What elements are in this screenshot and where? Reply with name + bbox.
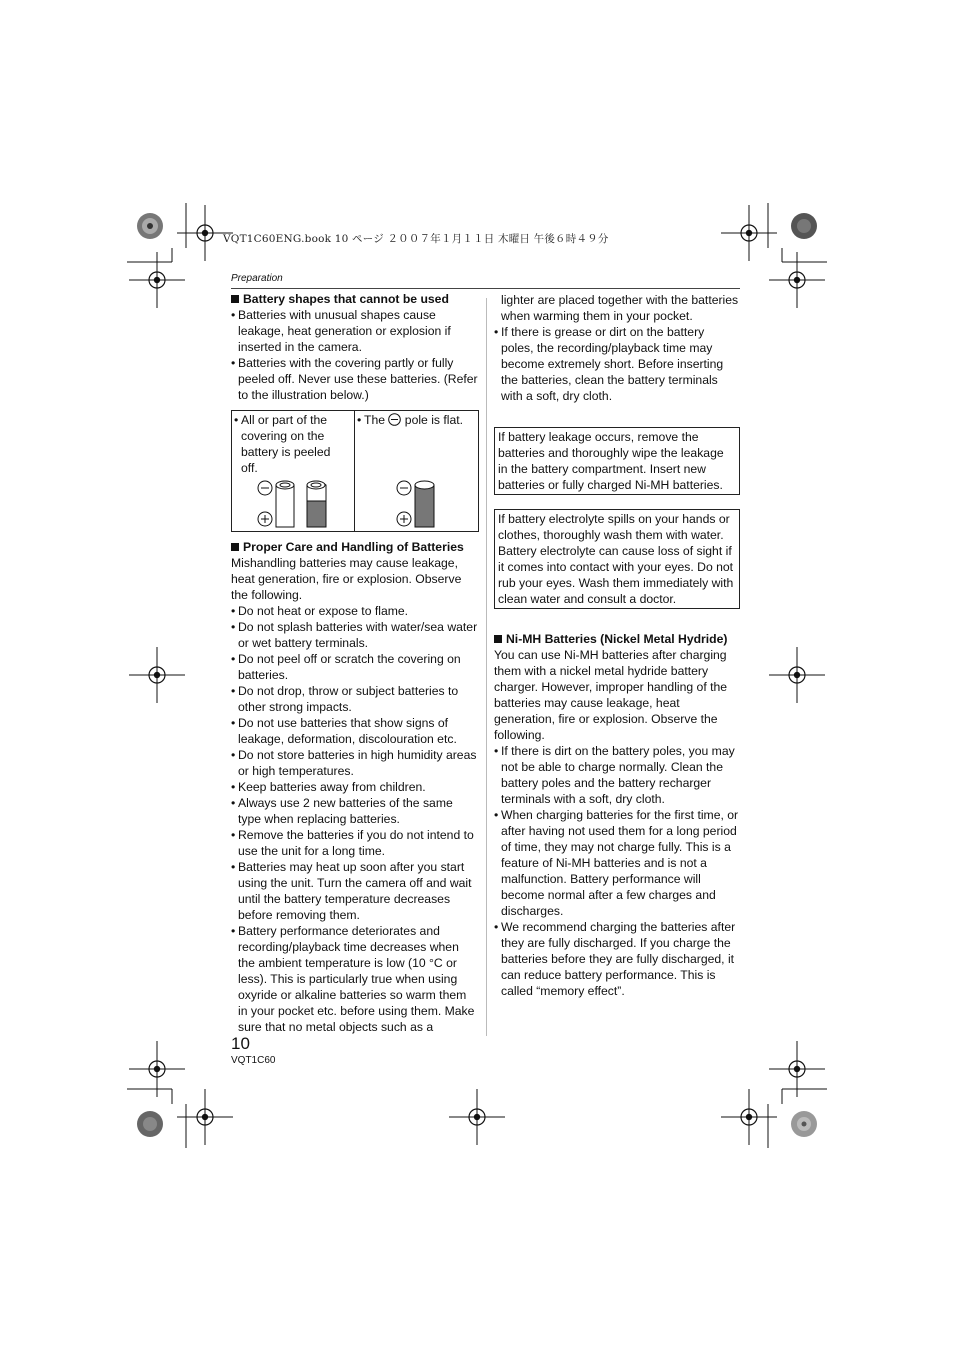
color-target-icon xyxy=(791,1111,817,1137)
minus-icon xyxy=(388,413,401,426)
list-item: • If there is grease or dirt on the battery poles, the recording/playback time may become extremely short. Before inserting the batteries, clean the battery terminals with a soft, dry cloth. xyxy=(494,324,740,404)
list-item: • We recommend charging the batteries after they are fully discharged. If you charge the batteries before they are fully discharged, it can reduce battery performance. This is called “memory effect”. xyxy=(494,919,742,999)
left-column-care xyxy=(231,539,479,1035)
list-item: • Do not peel off or scratch the covering on batteries. xyxy=(231,651,479,683)
square-bullet-icon xyxy=(231,543,239,551)
list-item: • When charging batteries for the first time, or after having not used them for a long period of time, they may not charge fully. This is a feature of Ni-MH batteries and is not a malfunction. Battery performance will become normal after a few charges and discharges. xyxy=(494,807,742,919)
list-item: • Do not use batteries that show signs of leakage, deformation, discolouration etc. xyxy=(231,715,479,747)
section-label: Preparation xyxy=(231,273,283,284)
list-item: • Always use 2 new batteries of the same type when replacing batteries. xyxy=(231,795,479,827)
notice-box-electrolyte: If battery electrolyte spills on your hands or clothes, thoroughly wash them with water. Battery electrolyte can cause loss of sight if it comes into contact with your eyes. Do not rub your eyes. Wash them immediately with clean water and consult a doctor. xyxy=(494,509,740,609)
registration-mark-icon xyxy=(177,1089,233,1145)
list-item: • Do not store batteries in high humidity areas or high temperatures. xyxy=(231,747,479,779)
illustration-table xyxy=(231,410,479,532)
paragraph: You can use Ni-MH batteries after charging them with a nickel metal hydride battery charger. However, improper handling of the batteries may cause leakage, heat generation, fire or explosion. Observe the following. xyxy=(494,648,728,742)
right-column-nimh xyxy=(494,631,742,999)
print-file-info: VQT1C60ENG.book 10 ページ ２００７年１月１１日 木曜日 午後６時４９分 xyxy=(223,233,609,245)
battery-flat-pole-icon xyxy=(395,477,445,529)
page-number: 10 xyxy=(231,1034,250,1053)
list-item: • Batteries with the covering partly or fully peeled off. Never use these batteries. (Refer to the illustration below.) xyxy=(231,355,479,403)
square-bullet-icon xyxy=(231,295,239,303)
right-column-top xyxy=(494,292,740,404)
list-item: • Do not heat or expose to flame. xyxy=(231,603,479,619)
list-item: • Do not drop, throw or subject batteries to other strong impacts. xyxy=(231,683,479,715)
header-rule xyxy=(231,288,740,289)
registration-mark-icon xyxy=(721,1089,777,1145)
registration-mark-icon xyxy=(769,647,825,703)
left-column-top xyxy=(231,291,479,403)
table-cell-flat-pole: • The pole is flat. xyxy=(357,412,475,428)
list-item: • Do not splash batteries with water/sea water or wet battery terminals. xyxy=(231,619,479,651)
list-item: • Batteries may heat up soon after you start using the unit. Turn the camera off and wait until the battery temperature decreases before removing them. xyxy=(231,859,479,923)
list-item: • Keep batteries away from children. xyxy=(231,779,479,795)
battery-peeled-icon xyxy=(256,477,336,529)
square-bullet-icon xyxy=(494,635,502,643)
registration-mark-icon xyxy=(129,647,185,703)
registration-mark-icon xyxy=(721,205,777,261)
list-item: • Remove the batteries if you do not intend to use the unit for a long time. xyxy=(231,827,479,859)
section-heading: Proper Care and Handling of Batteries xyxy=(231,539,479,555)
list-item: • Battery performance deteriorates and recording/playback time decreases when the ambient temperature is low (10 °C or less). This is particularly true when using oxyride or alkaline batteries so warm them in your pocket etc. before using them. Make sure that no metal objects such as a xyxy=(231,923,479,1035)
table-cell-peeled: • All or part of the covering on the battery is peeled off. xyxy=(234,412,346,476)
registration-mark-icon xyxy=(769,252,825,308)
section-heading: Ni-MH Batteries (Nickel Metal Hydride) xyxy=(494,631,742,647)
paragraph: Mishandling batteries may cause leakage, heat generation, fire or explosion. Observe the following. xyxy=(231,556,462,602)
column-divider xyxy=(486,298,487,1036)
color-target-icon xyxy=(137,1111,163,1137)
model-code: VQT1C60 xyxy=(231,1055,276,1066)
registration-mark-icon xyxy=(449,1089,505,1145)
list-item: • Batteries with unusual shapes cause leakage, heat generation or explosion if inserted in the camera. xyxy=(231,307,479,355)
notice-box-leakage: If battery leakage occurs, remove the batteries and thoroughly wipe the leakage in the battery compartment. Insert new batteries or fully charged Ni-MH batteries. xyxy=(494,427,740,495)
color-target-icon xyxy=(137,213,163,239)
table-divider xyxy=(354,411,355,531)
section-heading: Battery shapes that cannot be used xyxy=(231,291,479,307)
list-item: • If there is dirt on the battery poles, you may not be able to charge normally. Clean the battery poles and the battery recharger terminals with a soft, dry cloth. xyxy=(494,743,742,807)
registration-mark-icon xyxy=(129,252,185,308)
color-target-icon xyxy=(791,213,817,239)
paragraph: lighter are placed together with the batteries when warming them in your pocket. xyxy=(501,293,739,323)
